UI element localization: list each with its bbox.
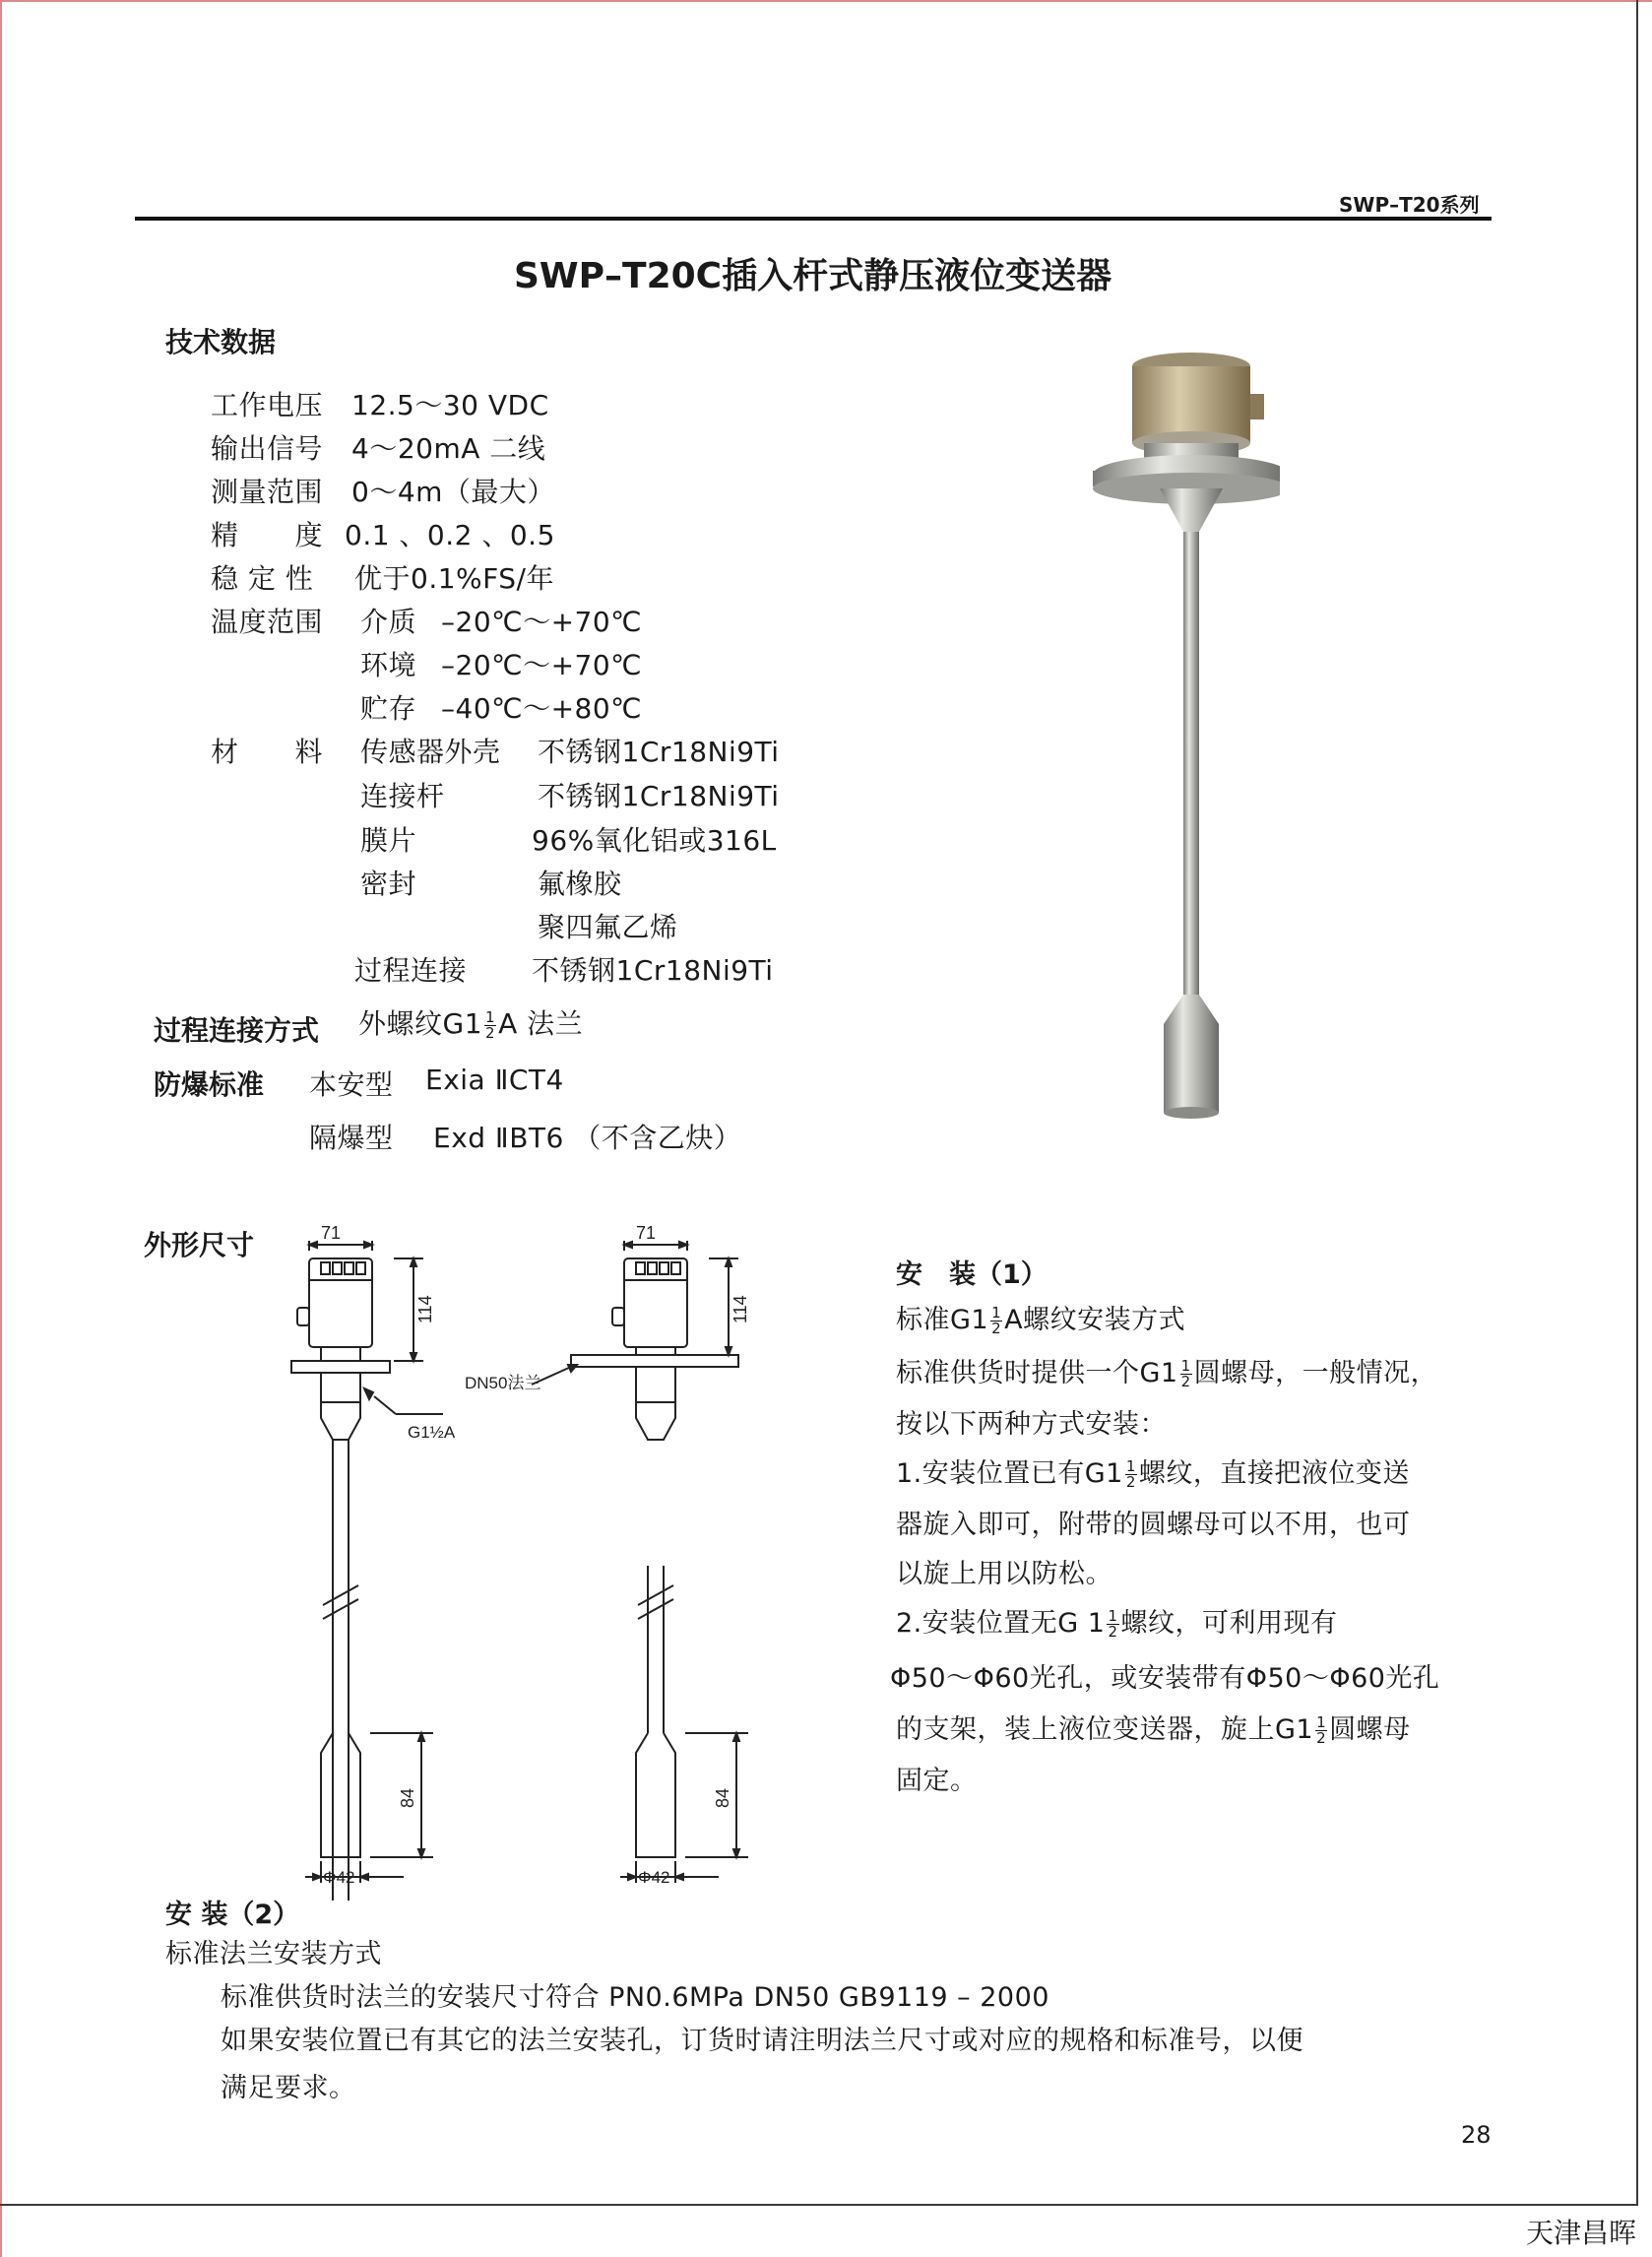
temp-medium-label: 介质	[360, 606, 417, 638]
ex-flameproof-value: Exd ⅡBT6 （不含乙炔）	[433, 1122, 742, 1154]
accuracy-label: 精 度	[211, 519, 324, 551]
range-label: 测量范围	[211, 476, 324, 508]
flange-label: DN50法兰	[465, 1374, 541, 1392]
voltage-label: 工作电压	[211, 389, 324, 421]
temp-label: 温度范围	[211, 606, 324, 638]
install2-heading: 安 装（2）	[165, 1900, 300, 1930]
temp-medium-value: –20℃～+70℃	[441, 606, 643, 638]
install1-line8: Φ50～Φ60光孔，或安装带有Φ50～Φ60光孔	[890, 1663, 1440, 1694]
install1-heading: 安 装（1）	[896, 1259, 1048, 1290]
temp-store-value: –40℃～+80℃	[441, 692, 643, 725]
install1-line1: 标准G1 $\frac{1}{2}$ A螺纹安装方式	[896, 1304, 1186, 1337]
ex-intrinsic-value: Exia ⅡCT4	[425, 1064, 564, 1096]
dim-height-1: 114	[415, 1295, 435, 1323]
product-photo	[1083, 345, 1280, 1123]
page-border-top	[0, 0, 1652, 2]
dim-dia-2: Φ42	[638, 1868, 670, 1887]
dim-probe-1: 84	[398, 1787, 417, 1808]
dimension-drawing-lower	[276, 1566, 788, 1901]
accuracy-value: 0.1 、0.2 、0.5	[345, 519, 555, 551]
voltage-value: 12.5～30 VDC	[351, 389, 549, 421]
ex-flameproof-label: 隔爆型	[309, 1122, 394, 1154]
fraction-half: $\frac{1}{2}$	[485, 1007, 496, 1042]
page-border-right	[1636, 0, 1638, 2206]
page-border-left	[0, 0, 2, 2257]
thread-label: G1½A	[408, 1423, 456, 1442]
mat-seal-label: 密封	[360, 868, 417, 900]
stability-label: 稳 定 性	[211, 562, 314, 595]
mat-process-label: 过程连接	[354, 954, 468, 987]
mat-process-value: 不锈钢1Cr18Ni9Ti	[532, 954, 774, 987]
install2-line3: 如果安装位置已有其它的法兰安装孔，订货时请注明法兰尺寸或对应的规格和标准号，以便	[221, 2026, 1303, 2056]
install2-line4: 满足要求。	[221, 2073, 356, 2103]
header-rule	[135, 217, 1492, 221]
mat-rod-value: 不锈钢1Cr18Ni9Ti	[538, 780, 780, 812]
install1-line3: 按以下两种方式安装：	[896, 1409, 1167, 1440]
drawing-flanged	[532, 1241, 738, 1440]
temp-store-label: 贮存	[360, 692, 417, 725]
page-title: SWP–T20C插入杆式静压液位变送器	[514, 256, 1112, 296]
install1-line10: 固定。	[896, 1766, 978, 1796]
series-label: SWP–T20系列	[1339, 193, 1480, 217]
mat-diaphragm-label: 膜片	[360, 824, 417, 857]
mat-housing-label: 传感器外壳	[360, 736, 501, 768]
mat-seal-value-2: 聚四氟乙烯	[538, 911, 678, 943]
explosion-label: 防爆标准	[154, 1068, 265, 1101]
ex-intrinsic-label: 本安型	[309, 1068, 394, 1101]
mat-rod-label: 连接杆	[360, 780, 445, 812]
range-value: 0～4m（最大）	[351, 476, 555, 508]
dim-width-1: 71	[321, 1223, 342, 1243]
install1-line2: 标准供货时提供一个G1 $\frac{1}{2}$ 圆螺母，一般情况，	[896, 1357, 1438, 1390]
mat-diaphragm-value: 96%氧化铝或316L	[532, 824, 777, 857]
tech-heading: 技术数据	[165, 326, 277, 358]
install1-line4: 1.安装位置已有G1 $\frac{1}{2}$ 螺纹，直接把液位变送	[896, 1457, 1410, 1491]
temp-env-label: 环境	[360, 649, 417, 681]
install2-line1: 标准法兰安装方式	[165, 1939, 382, 1969]
install1-line5: 器旋入即可，附带的圆螺母可以不用，也可	[896, 1510, 1411, 1540]
dim-width-2: 71	[636, 1223, 657, 1243]
install1-line6: 以旋上用以防松。	[896, 1559, 1112, 1589]
mat-housing-value: 不锈钢1Cr18Ni9Ti	[538, 736, 780, 768]
material-label: 材 料	[211, 736, 324, 768]
output-value: 4～20mA 二线	[351, 432, 546, 465]
install1-line9: 的支架，装上液位变送器，旋上G1 $\frac{1}{2}$ 圆螺母	[896, 1713, 1411, 1747]
stability-value: 优于0.1%FS/年	[354, 562, 554, 595]
page-border-bottom	[0, 2204, 1638, 2206]
install1-line7: 2.安装位置无G 1 $\frac{1}{2}$ 螺纹，可利用现有	[896, 1607, 1338, 1641]
temp-env-value: –20℃～+70℃	[441, 649, 643, 681]
dimensions-heading: 外形尺寸	[144, 1229, 255, 1261]
rod-photo	[1183, 532, 1199, 995]
page-number: 28	[1461, 2121, 1492, 2149]
dim-height-2: 114	[731, 1295, 750, 1323]
connection-value: 外螺纹G1 $\frac{1}{2}$ A 法兰	[358, 1007, 584, 1042]
dim-probe-2: 84	[713, 1787, 732, 1808]
company-name: 天津昌晖	[1526, 2217, 1637, 2249]
dim-dia-1: Φ42	[323, 1868, 355, 1887]
install2-line2: 标准供货时法兰的安装尺寸符合 PN0.6MPa DN50 GB9119 – 2000	[221, 1982, 1049, 2013]
connection-label: 过程连接方式	[154, 1014, 320, 1047]
probe-photo	[1164, 1024, 1219, 1113]
output-label: 输出信号	[211, 432, 324, 465]
mat-seal-value-1: 氟橡胶	[538, 868, 622, 900]
